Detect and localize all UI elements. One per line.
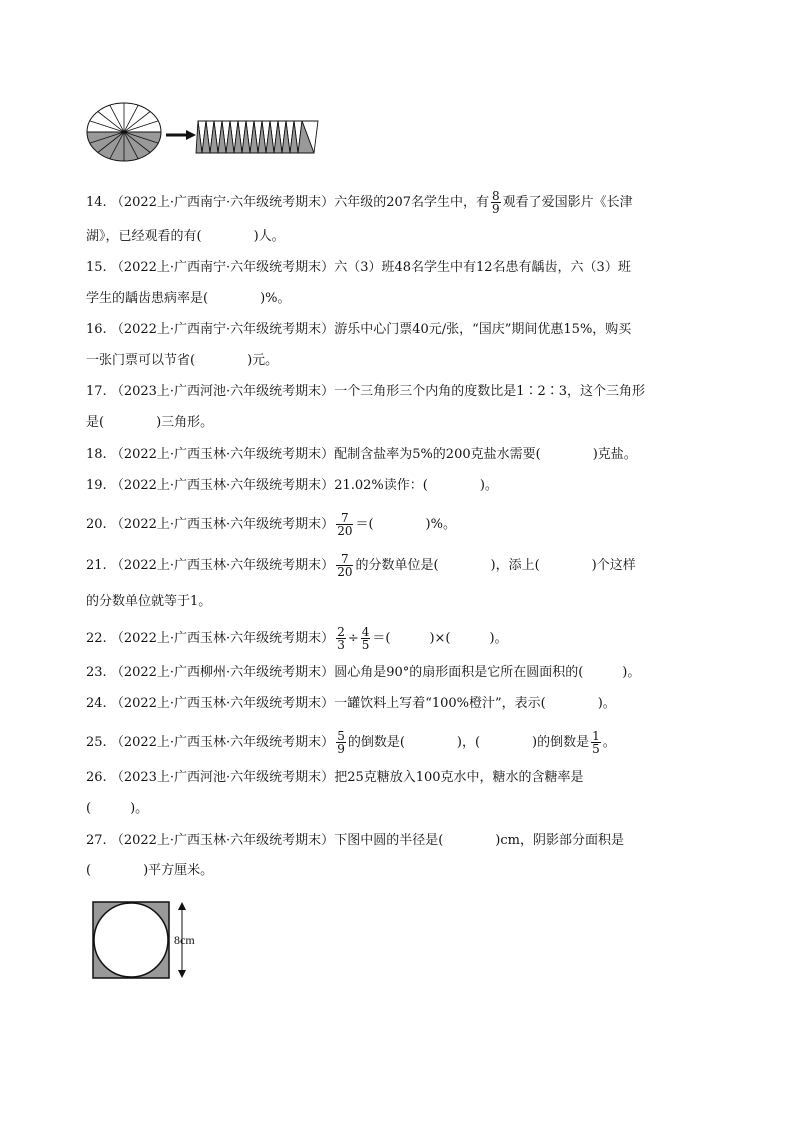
question-number: 20.	[86, 517, 107, 532]
circle-rearrange-figure	[84, 101, 324, 163]
denominator: 3	[337, 638, 345, 652]
denominator: 9	[492, 202, 500, 216]
question-17-line-2: 是( )三角形。	[86, 415, 214, 430]
question-21-line-2: 的分数单位就等于1。	[86, 594, 212, 609]
fraction	[491, 190, 501, 215]
rearranged-strip	[196, 121, 318, 153]
dimension-label: 8cm	[174, 933, 195, 947]
question-number: 17.	[86, 384, 107, 399]
numerator: 8	[492, 189, 500, 203]
fraction	[336, 512, 353, 537]
circle-shape	[94, 903, 168, 977]
question-text-tail: ＝( )×( )。	[372, 631, 508, 646]
question-number: 23.	[86, 665, 107, 680]
denominator: 9	[337, 742, 345, 756]
numerator: 2	[337, 625, 345, 639]
fraction	[336, 730, 346, 755]
question-number: 26.	[86, 770, 107, 785]
question-source: （2022上·广西南宁·六年级统考期末）	[110, 260, 335, 275]
question-17	[86, 382, 645, 402]
question-text: 一个三角形三个内角的度数比是1∶2∶3，这个三角形	[334, 384, 646, 399]
question-22	[86, 626, 508, 651]
question-19	[86, 476, 498, 496]
question-source: （2022上·广西玉林·六年级统考期末）	[110, 517, 335, 532]
question-number: 19.	[86, 478, 107, 493]
question-text: 21.02%读作：( )。	[334, 478, 498, 493]
question-source: （2022上·广西南宁·六年级统考期末）	[110, 322, 335, 337]
question-25	[86, 730, 616, 755]
sector-circle	[87, 103, 161, 161]
fraction	[336, 553, 353, 578]
question-source: （2023上·广西河池·六年级统考期末）	[110, 384, 335, 399]
question-number: 24.	[86, 696, 107, 711]
question-26	[86, 768, 584, 788]
question-15-line-2: 学生的龋齿患病率是( )%。	[86, 291, 291, 306]
question-text: 一罐饮料上写着“100%橙汁”，表示( )。	[334, 696, 616, 711]
fraction-2	[361, 626, 371, 651]
question-number: 27.	[86, 833, 107, 848]
question-source: （2022上·广西玉林·六年级统考期末）	[110, 447, 335, 462]
question-text: 游乐中心门票40元/张，“国庆”期间优惠15%，购买	[334, 322, 632, 337]
denominator: 5	[361, 638, 370, 652]
numerator: 4	[361, 625, 370, 639]
question-number: 25.	[86, 735, 107, 750]
question-source: （2022上·广西玉林·六年级统考期末）	[110, 696, 335, 711]
question-source: （2023上·广西河池·六年级统考期末）	[110, 770, 335, 785]
numerator: 5	[337, 729, 345, 743]
question-source: （2022上·广西玉林·六年级统考期末）	[110, 478, 335, 493]
question-24	[86, 694, 616, 714]
question-23	[86, 663, 640, 683]
question-text: 圆心角是90°的扇形面积是它所在圆面积的( )。	[334, 665, 641, 680]
question-26-line-2: ( )。	[86, 801, 149, 816]
question-number: 16.	[86, 322, 107, 337]
question-number: 14.	[86, 195, 107, 210]
fraction-1	[336, 626, 346, 651]
question-text-tail: ＝( )%。	[355, 517, 456, 532]
question-21	[86, 553, 636, 578]
denominator: 20	[337, 524, 353, 538]
question-text-tail: 观看了爱国影片《长津	[502, 195, 633, 210]
question-27	[86, 831, 624, 851]
question-text: 配制含盐率为5%的200克盐水需要( )克盐。	[334, 447, 637, 462]
divide-sign: ÷	[347, 631, 359, 646]
question-text: 下图中圆的半径是( )cm，阴影部分面积是	[334, 833, 624, 848]
numerator: 1	[592, 729, 600, 743]
arrow-icon	[166, 130, 196, 140]
question-source: （2022上·广西玉林·六年级统考期末）	[110, 833, 335, 848]
question-number: 22.	[86, 631, 107, 646]
question-text-tail: 的分数单位是( )，添上( )个这样	[355, 558, 636, 573]
denominator: 5	[592, 742, 600, 756]
question-18	[86, 445, 637, 465]
question-source: （2022上·广西柳州·六年级统考期末）	[110, 665, 335, 680]
denominator: 20	[337, 565, 353, 579]
question-text-tail: 的倒数是( )，( )的倒数是	[347, 735, 590, 750]
question-16-line-2: 一张门票可以节省( )元。	[86, 353, 279, 368]
question-text: 六（3）班48名学生中有12名患有龋齿，六（3）班	[334, 260, 631, 275]
question-source: （2022上·广西玉林·六年级统考期末）	[110, 631, 335, 646]
question-number: 21.	[86, 558, 107, 573]
question-27-line-2: ( )平方厘米。	[86, 863, 214, 878]
question-source: （2022上·广西玉林·六年级统考期末）	[110, 735, 335, 750]
fraction-2	[591, 730, 601, 755]
numerator: 7	[341, 511, 349, 525]
numerator: 7	[341, 552, 349, 566]
question-text: 六年级的207名学生中，有	[334, 195, 490, 210]
question-15	[86, 258, 631, 278]
question-text: 把25克糖放入100克水中，糖水的含糖率是	[334, 770, 584, 785]
question-16	[86, 320, 631, 340]
question-number: 18.	[86, 447, 107, 462]
question-20	[86, 512, 456, 537]
question-source: （2022上·广西南宁·六年级统考期末）	[110, 195, 335, 210]
question-source: （2022上·广西玉林·六年级统考期末）	[110, 558, 335, 573]
question-14	[86, 190, 633, 215]
question-14-line-2: 湖》，已经观看的有( )人。	[86, 229, 285, 244]
question-text-end: 。	[602, 735, 616, 750]
question-number: 15.	[86, 260, 107, 275]
circle-in-square-figure	[90, 896, 210, 982]
